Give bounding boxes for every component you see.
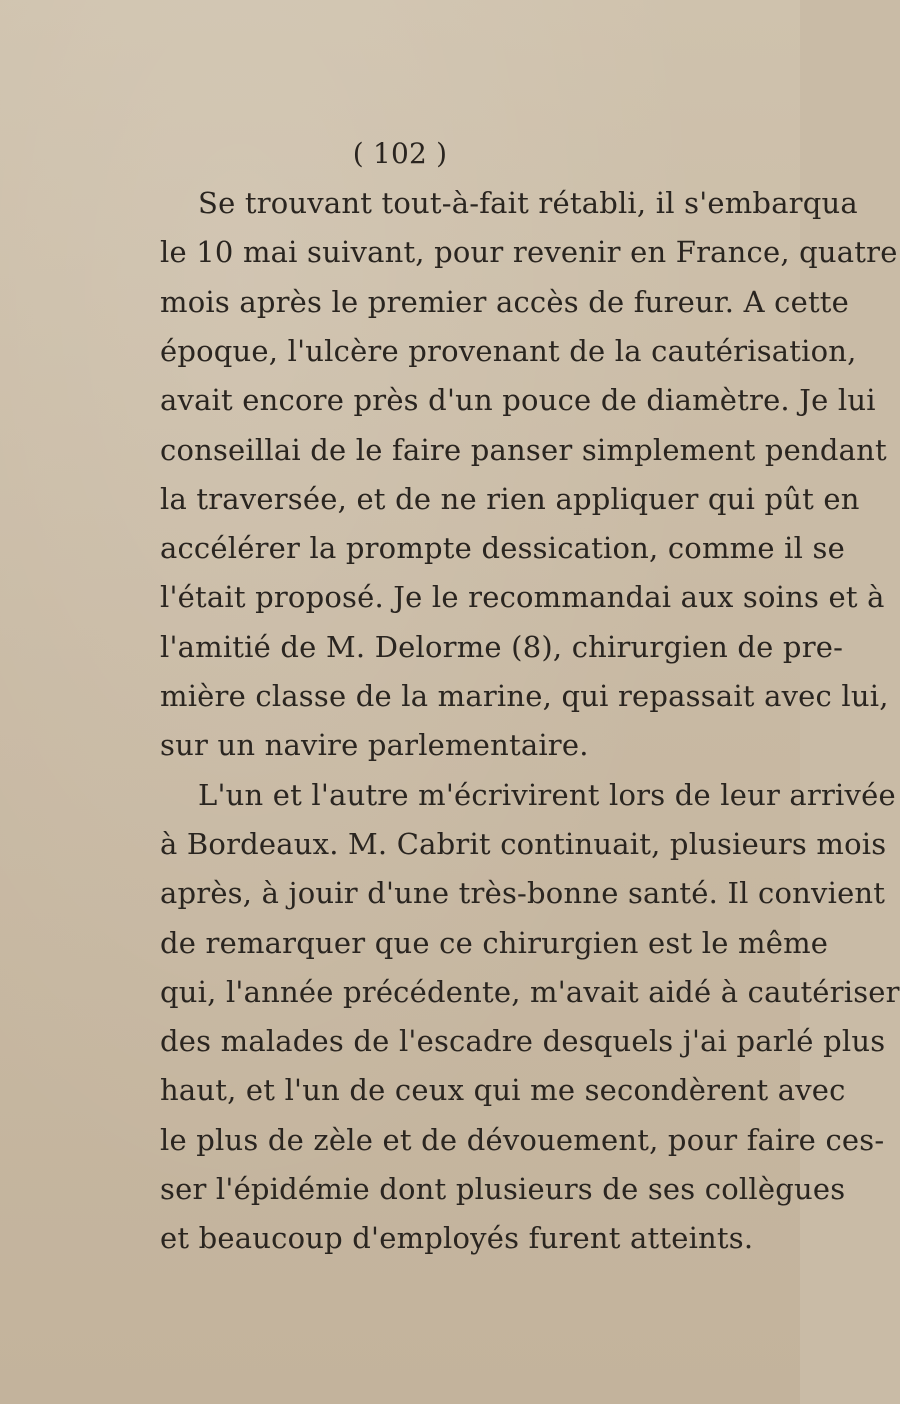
paragraph-2-line-6: des malades de l'escadre desquels j'ai parlé plus [160,1024,886,1058]
paragraph-1-line-6: conseillai de le faire panser simplement pendant [160,433,887,467]
paragraph-2-line-7: haut, et l'un de ceux qui me secondèrent avec [160,1073,846,1107]
paragraph-2-line-3: après, à jouir d'une très-bonne santé. Il convient [160,876,886,910]
paragraph-1-line-10: l'amitié de M. Delorme (8), chirurgien de pre- [160,630,844,664]
paragraph-1-line-2: le 10 mai suivant, pour revenir en France, quatre [160,235,898,269]
paragraph-2-line-9: ser l'épidémie dont plusieurs de ses collègues [160,1172,846,1206]
paragraph-2-line-2: à Bordeaux. M. Cabrit continuait, plusieurs mois [160,827,887,861]
page-number: ( 102 ) [352,137,448,170]
paragraph-2-line-8: le plus de zèle et de dévouement, pour faire ces- [160,1123,885,1157]
paragraph-1-line-9: l'était proposé. Je le recommandai aux soins et à [160,580,885,614]
paragraph-1-line-3: mois après le premier accès de fureur. A cette [160,285,850,319]
paragraph-1-line-5: avait encore près d'un pouce de diamètre. Je lui [160,383,876,417]
paragraph-1-line-1: Se trouvant tout-à-fait rétabli, il s'embarqua [198,186,858,220]
paragraph-1-line-11: mière classe de la marine, qui repassait avec lui, [160,679,889,713]
paragraph-2-line-5: qui, l'année précédente, m'avait aidé à cautériser [160,975,900,1009]
paragraph-2-line-4: de remarquer que ce chirurgien est le même [160,926,829,960]
paragraph-1-line-8: accélérer la prompte dessication, comme il se [160,531,845,565]
paragraph-1-line-12: sur un navire parlementaire. [160,728,589,762]
paragraph-2-line-1: L'un et l'autre m'écrivirent lors de leur arrivée [198,778,896,812]
paragraph-1-line-4: époque, l'ulcère provenant de la cautérisation, [160,334,857,368]
paragraph-2-line-10: et beaucoup d'employés furent atteints. [160,1221,754,1255]
paragraph-1-line-7: la traversée, et de ne rien appliquer qui pût en [160,482,860,516]
